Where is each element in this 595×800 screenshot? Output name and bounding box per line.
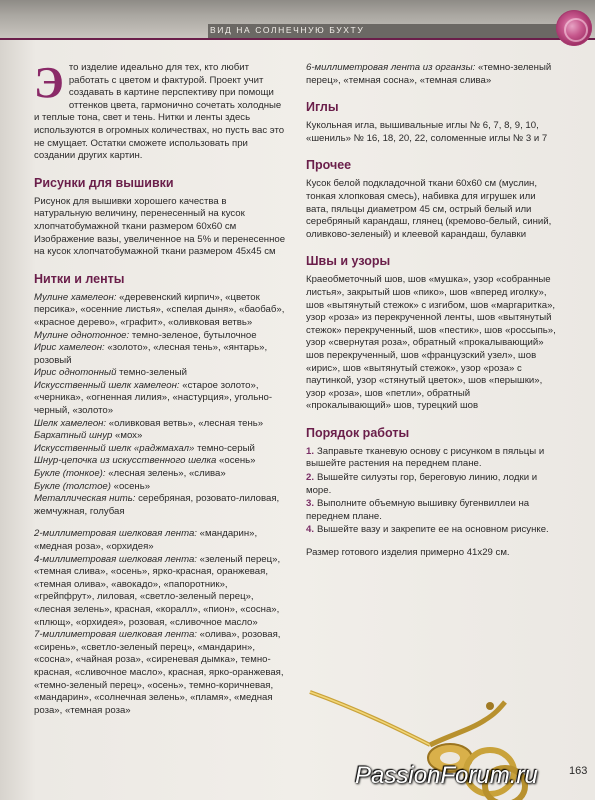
item-label: Шелк хамелеон: (34, 417, 107, 429)
item-label: Ирис хамелеон: (34, 342, 105, 354)
item-text: «мандарин», «медная роза», «орхидея» (34, 528, 258, 552)
item-label: Ирис однотонный (34, 367, 117, 379)
top-divider (0, 38, 595, 40)
item-text: темно-зеленый (116, 367, 187, 379)
item-text: «олива», розовая, «сирень», «светло-зеленый перец», «мандарин», «сосна», «чайная роза», «сиреневая дымка», темно-красная, «сливочное масло», красная, ярко-оранжевая, «темно-зеленый перец», «осень», темно-коричневая, «мандарин», «солнечная зелень», «пламя», «медная роза», «темная роза» (34, 629, 284, 716)
size-note: Размер готового изделия примерно 41х29 см. (306, 547, 510, 559)
page-number: 163 (569, 765, 588, 777)
item-label: Искусственный шелк хамелеон: (34, 379, 180, 391)
item-text: «осень» (216, 455, 256, 467)
drop-cap: Э (34, 58, 64, 107)
threads-list (34, 292, 286, 718)
item-label: Букле (толстое) (34, 480, 111, 492)
step-number: 3. (306, 498, 315, 510)
step-number: 2. (306, 472, 315, 484)
heading-procedure: Порядок работы (306, 425, 410, 440)
item-label: Мулине хамелеон: (34, 291, 117, 303)
item-label: Шнур-цепочка из искусственного шелка (34, 455, 217, 467)
other-paragraph: Кусок белой подкладочной ткани 60х60 см (муслин, тонкая хлопковая смесь), набивка для игрушек или вата, пяльцы диаметром 45 см, острый белый или серебряный карандаш, глянец (кремово-белый, синий, оливково-зеленый) и клеевой карандаш, булавки (306, 178, 552, 240)
list-item (34, 380, 286, 418)
rose-icon (556, 10, 592, 46)
list-item (34, 330, 286, 343)
item-text: «темно-зеленый перец», «темная сосна», «темная слива» (306, 62, 552, 86)
list-item (34, 418, 286, 431)
watermark: PassionForum.ru (355, 762, 538, 789)
list-item (34, 430, 286, 443)
intro-paragraph (34, 58, 286, 163)
running-header: ВИД НА СОЛНЕЧНУЮ БУХТУ (210, 25, 365, 35)
drawings-paragraph-1: Рисунок для вышивки хорошего качества в натуральную величину, перенесенный на кусок хлопчатобумажной ткани размером 60х60 см (34, 195, 245, 232)
spacer (34, 518, 286, 528)
list-item (34, 554, 286, 630)
step-item (306, 524, 556, 537)
step-item (306, 472, 556, 497)
step-item (306, 498, 556, 523)
list-item (34, 455, 286, 468)
list-item (34, 292, 286, 330)
list-item (34, 367, 286, 380)
list-item (34, 528, 286, 553)
left-column (34, 58, 286, 717)
procedure-steps (306, 446, 556, 537)
item-label: Искусственный шелк «раджмахал» (34, 442, 195, 454)
step-item (306, 446, 556, 471)
needles-paragraph: Кукольная игла, вышивальные иглы № 6, 7, 8, 9, 10, «шениль» № 16, 18, 20, 22, соломенные иглы № 3 и 7 (306, 120, 548, 144)
stitches-paragraph: Краеобметочный шов, шов «мушка», узор «собранные листья», закрытый шов «пико», шов «вперед иголку», шов «вытянутый стежок» с изгибом, шов «маргаритка», узор «роза» из перекрученной ленты, шов «вытянутый стежок» перекрученный, шов «пестик», шов «россыпь», узор «свернутая роза», обратный «прокалывающий» шов перекрученный, шов «французский узел», шов «ирис», шов «вытянутый стежок», узор «роза» с паутинкой, узор «стянутый цветок», шов «перышки», узор «роза», шов «петли», обратный «прокалывающий» шов, турецкий шов (306, 274, 556, 412)
heading-other: Прочее (306, 158, 352, 173)
item-text: «мох» (112, 430, 143, 442)
item-text: «деревенский кирпич», «цветок персика», «осенние листья», «спелая дыня», «баобаб», «красное дерево», «графит», «оливковая ветвь» (34, 291, 285, 328)
item-label: 2-миллиметровая шелковая лента: (34, 528, 197, 540)
heading-threads: Нитки и ленты (34, 271, 125, 286)
item-label: 6-миллиметровая лента из органзы: (306, 62, 476, 73)
item-text: темно-серый (194, 442, 255, 454)
list-item (306, 62, 556, 87)
list-item (34, 342, 286, 367)
item-label: 7-миллиметровая шелковая лента: (34, 629, 197, 641)
step-text: Заправьте тканевую основу с рисунком в пяльцы и вышейте растения на переднем плане. (306, 445, 545, 470)
item-label: 4-миллиметровая шелковая лента: (34, 553, 197, 565)
item-text: «старое золото», «черника», «огненная лилия», «настурция», угольно-черный, «золото» (34, 379, 273, 417)
item-label: Букле (тонкое): (34, 468, 106, 480)
list-item (34, 481, 286, 494)
item-text: «зеленый перец», «темная слива», «осень», ярко-красная, оранжевая, «темная олива», «авокадо», «папоротник», «грейпфрут», лиловая, «светло-зеленый перец», «лесная зелень», красная, «коралл», «пион», «сосна», «плющ», «орхидея», розовая, «сливочное масло» (34, 553, 281, 628)
item-text: «осень» (110, 480, 151, 492)
item-label: Металлическая нить: (34, 493, 136, 505)
step-text: Выполните объемную вышивку бугенвиллеи на переднем плане. (306, 498, 530, 522)
heading-drawings: Рисунки для вышивки (34, 175, 174, 190)
item-text: «золото», «лесная тень», «янтарь», розовый (34, 342, 268, 366)
list-item (34, 493, 286, 518)
intro-text: то изделие идеально для тех, кто любит работать с цветом и фактурой. Проект учит создавать в картине перспективу при помощи оттенков цвета, гармонично сочетать холодные и теплые тона, свет и тень. Нитки и ленты здесь используются в огромных количествах, но пусть вас это не смущает. Остатки сможете использовать при создании других картин. (34, 62, 285, 162)
heading-stitches: Швы и узоры (306, 254, 391, 269)
item-label: Мулине однотонное: (34, 329, 130, 341)
step-text: Вышейте силуэты гор, береговую линию, лодки и море. (306, 472, 538, 496)
list-item (34, 468, 286, 481)
item-text: темно-зеленое, бутылочное (129, 329, 257, 341)
drawings-paragraph-2: Изображение вазы, увеличенное на 5% и перенесенное на кусок хлопчатобумажной ткани размером 45х45 см (34, 233, 286, 258)
list-item (34, 443, 286, 456)
step-number: 1. (306, 445, 315, 457)
step-number: 4. (306, 524, 315, 536)
list-item (34, 629, 286, 717)
item-text: «оливковая ветвь», «лесная тень» (106, 417, 264, 429)
item-text: серебряная, розовато-лиловая, жемчужная, голубая (34, 493, 280, 517)
item-text: «лесная зелень», «слива» (105, 468, 226, 480)
item-label: Бархатный шнур (34, 430, 113, 442)
heading-needles: Иглы (306, 100, 339, 115)
step-text: Вышейте вазу и закрепите ее на основном рисунке. (317, 524, 549, 536)
right-column (306, 62, 556, 560)
